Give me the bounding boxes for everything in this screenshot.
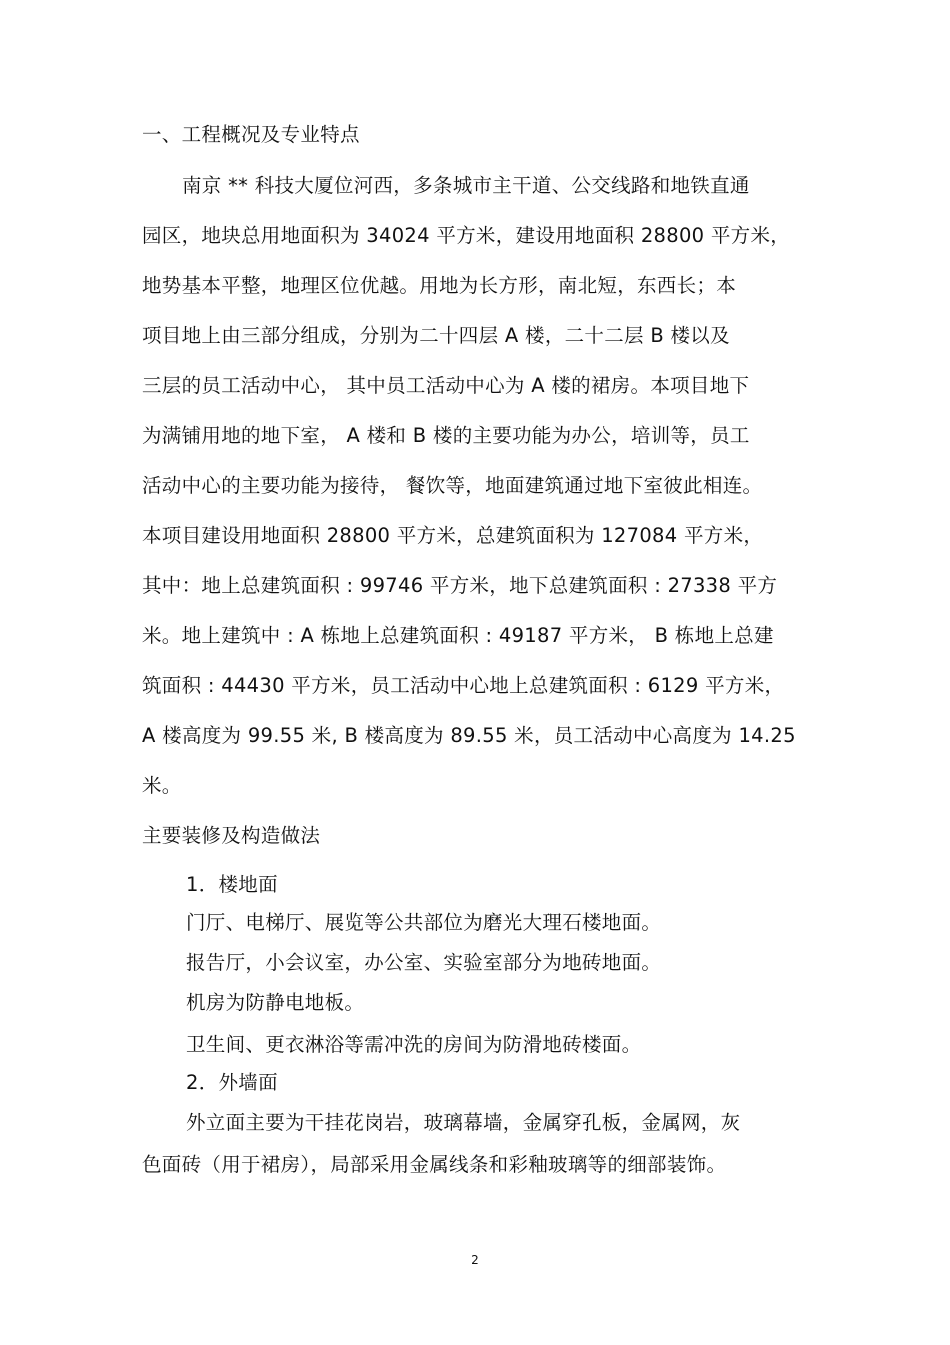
item-title: 1．楼地面 [186, 873, 278, 896]
page-number: 2 [471, 1253, 479, 1267]
item-line: 外立面主要为干挂花岗岩，玻璃幕墙，金属穿孔板，金属网，灰 [186, 1111, 741, 1134]
paragraph-line: 筑面积 : 44430 平方米，员工活动中心地上总建筑面积 : 6129 平方米， [142, 674, 785, 697]
paragraph-line: 项目地上由三部分组成，分别为二十四层 A 楼，二十二层 B 楼以及 [142, 324, 730, 347]
section-heading: 一、工程概况及专业特点 [142, 123, 360, 146]
item-line: 报告厅，小会议室，办公室、实验室部分为地砖地面。 [186, 951, 662, 974]
paragraph-line: 为满铺用地的地下室， A 楼和 B 楼的主要功能为办公，培训等，员工 [142, 424, 750, 447]
paragraph-line: 活动中心的主要功能为接待， 餐饮等，地面建筑通过地下室彼此相连。 [142, 474, 763, 497]
item-line: 门厅、电梯厅、展览等公共部位为磨光大理石楼地面。 [186, 911, 662, 934]
paragraph-line: 其中：地上总建筑面积 : 99746 平方米，地下总建筑面积 : 27338 平方 [142, 574, 778, 597]
paragraph-line: 本项目建设用地面积 28800 平方米，总建筑面积为 127084 平方米， [142, 524, 764, 547]
item-line: 机房为防静电地板。 [186, 991, 365, 1014]
paragraph-line: 园区，地块总用地面积为 34024 平方米，建设用地面积 28800 平方米， [142, 224, 791, 247]
section-title: 主要装修及构造做法 [142, 824, 321, 847]
paragraph-line: A 楼高度为 99.55 米, B 楼高度为 89.55 米，员工活动中心高度为 14.25 [142, 724, 796, 747]
paragraph-line: 米。 [142, 774, 182, 797]
paragraph-line: 地势基本平整，地理区位优越。用地为长方形，南北短，东西长；本 [142, 274, 737, 297]
item-title: 2．外墙面 [186, 1071, 278, 1094]
paragraph-line: 南京 ** 科技大厦位河西，多条城市主干道、公交线路和地铁直通 [182, 174, 750, 197]
item-line: 色面砖（用于裙房），局部采用金属线条和彩釉玻璃等的细部装饰。 [142, 1153, 727, 1176]
paragraph-line: 三层的员工活动中心， 其中员工活动中心为 A 楼的裙房。本项目地下 [142, 374, 750, 397]
paragraph-line: 米。地上建筑中 : A 栋地上总建筑面积 : 49187 平方米， B 栋地上总建 [142, 624, 774, 647]
item-line: 卫生间、更衣淋浴等需冲洗的房间为防滑地砖楼面。 [186, 1033, 642, 1056]
